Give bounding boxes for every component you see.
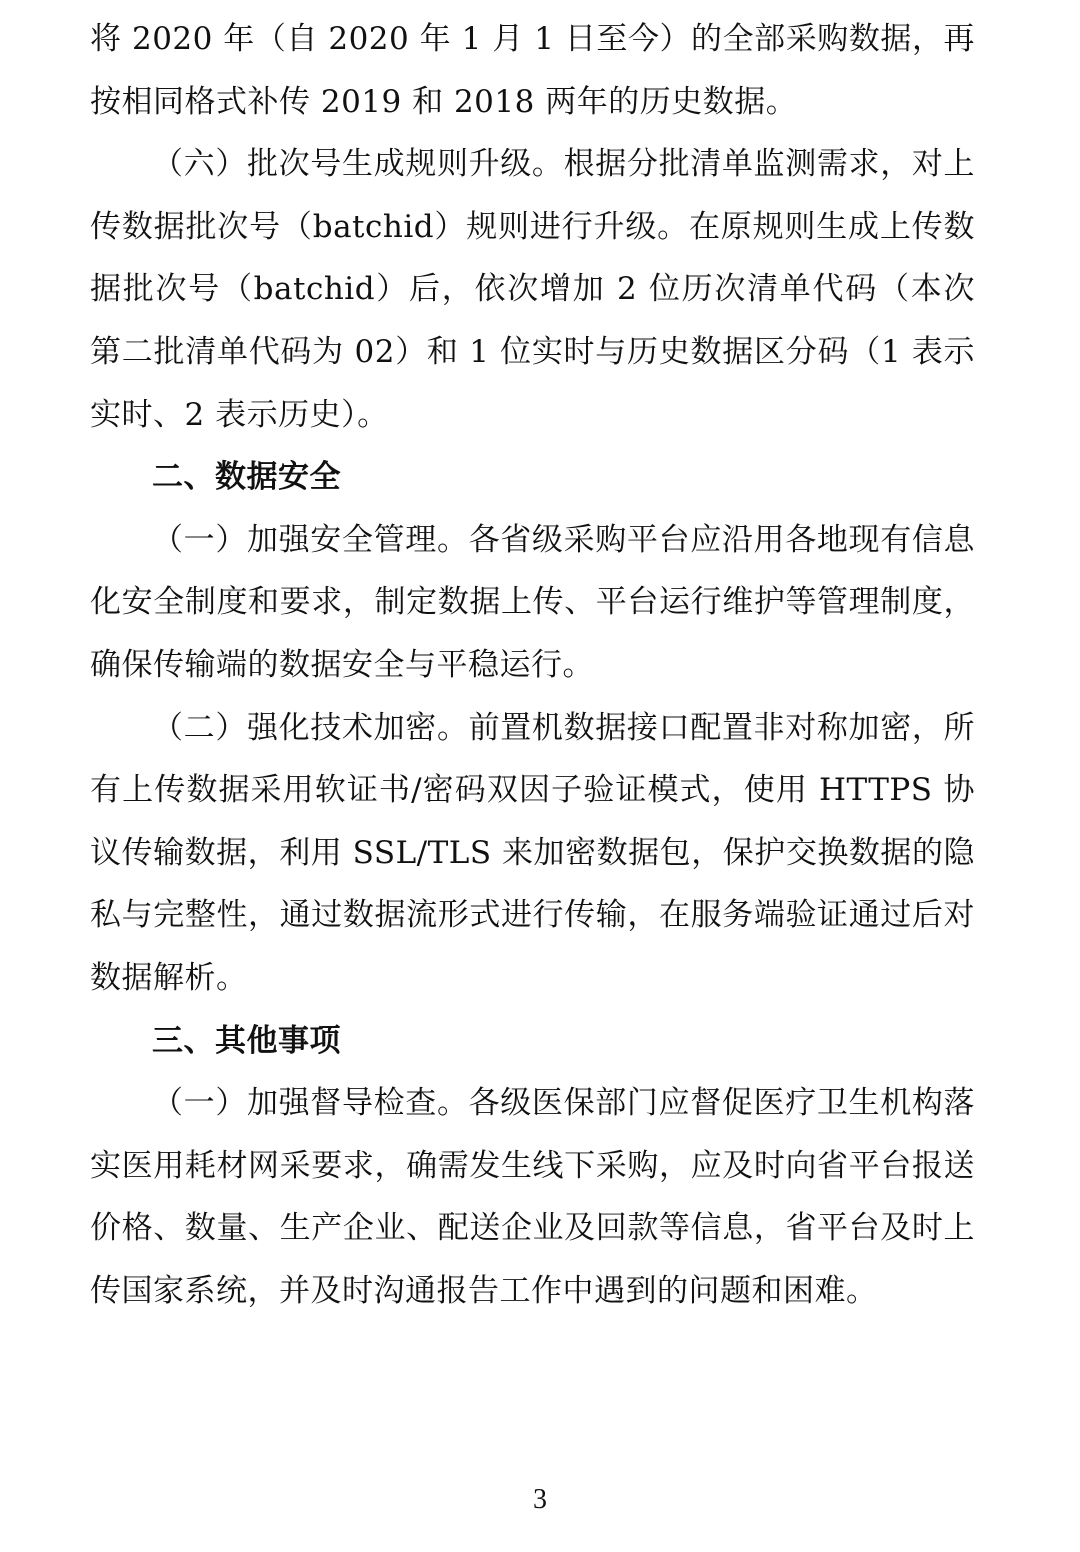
paragraph-batch-number-rule: [90, 133, 975, 446]
section-heading-other-matters: 三、其他事项: [152, 1022, 341, 1059]
paragraph-text: 根据分批清单监测需求，对上传数据批次号（batchid）规则进行升级。在原规则生成上传数据批次号（batchid）后，依次增加 2 位历次清单代码（本次第二批清单代码为 02）和 1 位实时与历史数据区分码（1 表示实时、2 表示历史）。: [90, 146, 976, 433]
page-number: 3: [533, 1484, 547, 1515]
document-body: [90, 8, 975, 1322]
paragraph-text: 各级医保部门应督促医疗卫生机构落实医用耗材网采要求，确需发生线下采购，应及时向省平台报送价格、数量、生产企业、配送企业及回款等信息，省平台及时上传国家系统，并及时沟通报告工作中遇到的问题和困难。: [90, 1085, 976, 1309]
paragraph-security-management: [90, 509, 975, 697]
paragraph-lead: （二）强化技术加密。: [152, 709, 469, 746]
section-heading-data-security: 二、数据安全: [152, 459, 341, 496]
paragraph-text: 前置机数据接口配置非对称加密，所有上传数据采用软证书/密码双因子验证模式，使用 HTTPS 协议传输数据，利用 SSL/TLS 来加密数据包，保护交换数据的隐私与完整性，通过数据流形式进行传输，在服务端验证通过后对数据解析。: [90, 709, 976, 996]
paragraph-encryption: [90, 697, 975, 1010]
paragraph-lead: （一）加强督导检查。: [152, 1085, 469, 1122]
paragraph-lead: （一）加强安全管理。: [152, 521, 469, 558]
paragraph-supervision: [90, 1072, 975, 1322]
paragraph-continued: 将 2020 年（自 2020 年 1 月 1 日至今）的全部采购数据，再按相同格式补传 2019 和 2018 两年的历史数据。: [90, 21, 975, 120]
paragraph-lead: （六）批次号生成规则升级。: [152, 146, 564, 183]
paragraph-text: 各省级采购平台应沿用各地现有信息化安全制度和要求，制定数据上传、平台运行维护等管理制度，确保传输端的数据安全与平稳运行。: [90, 521, 976, 683]
